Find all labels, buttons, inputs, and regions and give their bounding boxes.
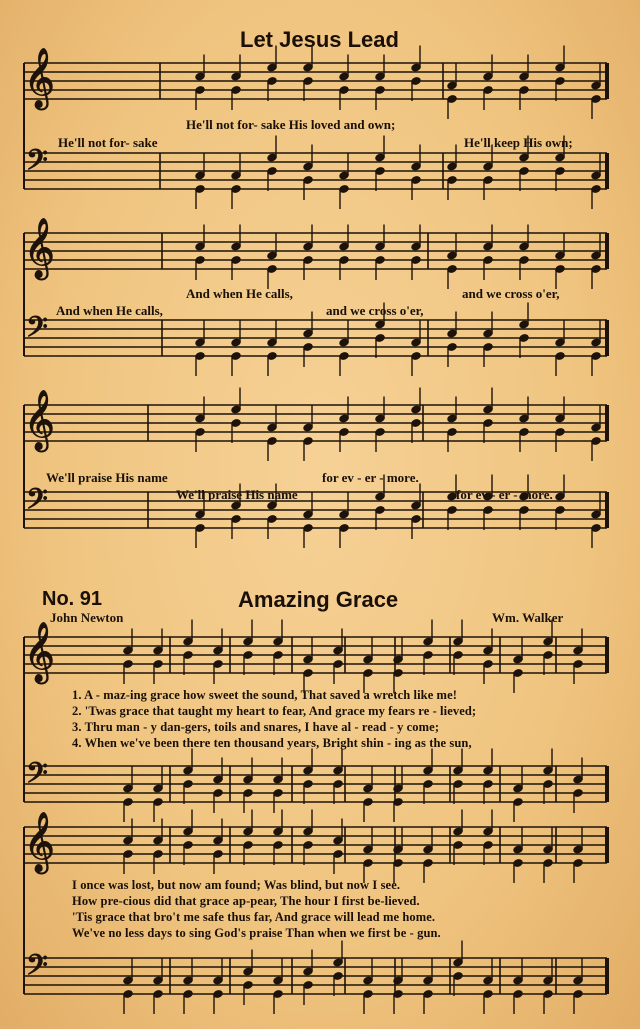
lyric-line2-alto: And when He calls, xyxy=(186,286,293,301)
treble-clef-icon: 𝄞 xyxy=(24,812,55,872)
treble-clef-icon: 𝄞 xyxy=(24,390,55,450)
treble-clef-icon: 𝄞 xyxy=(24,218,55,278)
bass-staff-hymn2-2 xyxy=(24,958,607,994)
lyricist: John Newton xyxy=(50,610,124,625)
bass-staff-hymn2-1 xyxy=(24,766,607,802)
lyric-line3-alto-b: for ev - er - more. xyxy=(322,470,419,485)
lyric-line3-bass: We'll praise His name xyxy=(176,487,298,502)
lyric-line1-alto-b: He'll keep His own; xyxy=(464,135,573,150)
lyric-line1-bass: He'll not for- sake xyxy=(58,135,158,150)
lyric-line3-bass-b: for ev - er - more. xyxy=(456,487,553,502)
treble-clef-icon: 𝄞 xyxy=(24,48,55,108)
treble-staff-hymn2-2 xyxy=(24,827,607,863)
verse-3-line-a: 3. Thru man - y dan-gers, toils and snares, I have al - read - y come; xyxy=(72,720,440,734)
hymn-title-amazing-grace: Amazing Grace xyxy=(238,587,399,612)
lyric-line1-alto: He'll not for- sake His loved and own; xyxy=(186,117,396,132)
verse-2-line-b: How pre-cious did that grace ap-pear, The hour I first be-lieved. xyxy=(72,894,420,908)
lyric-line3-alto: We'll praise His name xyxy=(46,470,168,485)
treble-staff-hymn2-1 xyxy=(24,637,607,673)
bass-clef-icon: 𝄢 xyxy=(26,757,48,797)
verse-1-line-b: I once was lost, but now am found; Was blind, but now I see. xyxy=(72,878,401,892)
bass-clef-icon: 𝄢 xyxy=(26,483,48,523)
hymn-number: No. 91 xyxy=(42,588,103,610)
verse-4-line-b: We've no less days to sing God's praise Than when we first be - gun. xyxy=(72,926,441,940)
verse-3-line-b: 'Tis grace that bro't me safe thus far, And grace will lead me home. xyxy=(72,910,436,924)
lyric-line2-alto-b: and we cross o'er, xyxy=(462,286,560,301)
lyric-line2-bass: And when He calls, xyxy=(56,303,163,318)
verse-2-line-a: 2. 'Twas grace that taught my heart to fear, And grace my fears re - lieved; xyxy=(72,704,477,718)
treble-clef-icon: 𝄞 xyxy=(24,622,55,682)
composer: Wm. Walker xyxy=(492,610,564,625)
verse-1-line-a: 1. A - maz-ing grace how sweet the sound, That saved a wretch like me! xyxy=(72,688,457,702)
bass-clef-icon: 𝄢 xyxy=(26,949,48,989)
bass-clef-icon: 𝄢 xyxy=(26,144,48,184)
bass-clef-icon: 𝄢 xyxy=(26,311,48,351)
verse-4-line-a: 4. When we've been there ten thousand years, Bright shin - ing as the sun, xyxy=(72,736,472,750)
lyric-line2-bass-b: and we cross o'er, xyxy=(326,303,424,318)
hymn-title-let-jesus-lead: Let Jesus Lead xyxy=(240,27,399,52)
